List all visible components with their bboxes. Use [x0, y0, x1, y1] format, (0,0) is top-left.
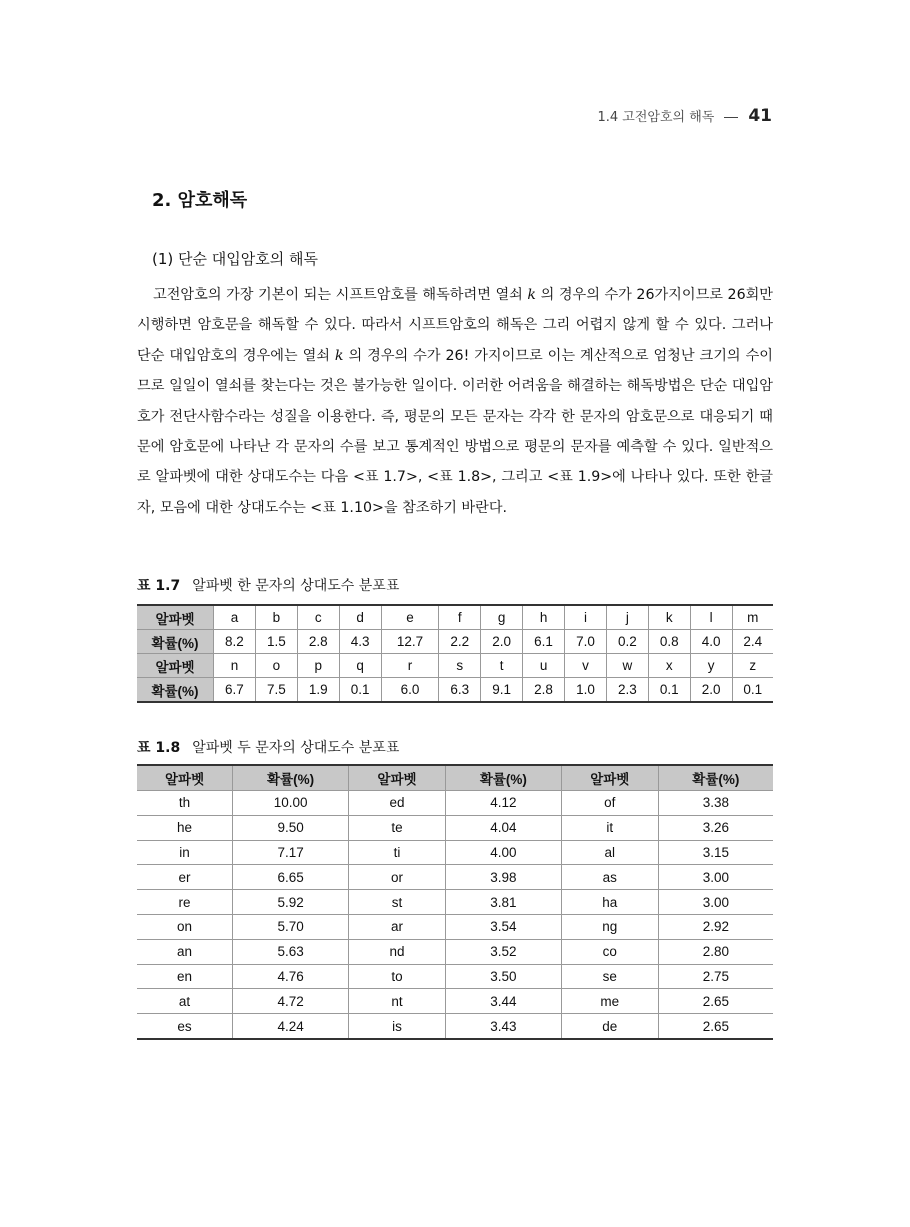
- table-1-7-letter-cell: r: [381, 654, 439, 678]
- probability-cell: 2.75: [658, 964, 773, 989]
- paragraph-text-3: 의 경우의 수가 26! 가지이므로 이는 계산적으로 엄청난 크기의 수이므로 일일이 열쇠를 찾는다는 것은 불가능한 일이다. 이러한 어려움을 해결하는 해독방법은 단순 대입암호가 전단사함수라는 성질을 이용한다. 즉, 평문의 모든 문자는 각각 한 문자의 암호문으로 대응되기 때문에 암호문에 나타난 각 문자의 수를 보고 통계적인 방법으로 평문의 문자를 예측할 수 있다. 일반적으로 알파벳에 대한 상대도수는 다음 <표 1.7>, <표 1.8>, 그리고 <표 1.9>에 나타나 있다. 또한 한글 자, 모음에 대한 상대도수는 <표 1.10>을 참조하기 바란다.: [137, 347, 773, 516]
- table-1-8-caption: [137, 737, 399, 757]
- table-1-7-letter-cell: s: [439, 654, 481, 678]
- bigram-cell: th: [137, 791, 233, 816]
- table-1-7-prob-cell: 2.0: [690, 678, 732, 703]
- table-1-7-prob-cell: 2.8: [523, 678, 565, 703]
- table-1-7-title: 알파벳 한 문자의 상대도수 분포표: [192, 578, 400, 594]
- probability-cell: 4.72: [233, 989, 349, 1014]
- bigram-cell: is: [349, 1014, 446, 1039]
- table-row: [137, 865, 773, 890]
- table-row: [137, 890, 773, 915]
- probability-cell: 4.04: [445, 815, 561, 840]
- table-1-7-letter-cell: b: [255, 605, 297, 630]
- table-1-7-letter-row: [137, 605, 773, 630]
- table-1-7-letter-cell: c: [297, 605, 339, 630]
- running-title: 1.4 고전암호의 해독: [597, 110, 715, 125]
- table-1-7-letter-cell: v: [565, 654, 607, 678]
- table-1-7-letter-cell: a: [214, 605, 256, 630]
- header-rule: [724, 117, 738, 118]
- bigram-cell: en: [137, 964, 233, 989]
- table-1-8-label: 표 1.8: [137, 740, 181, 756]
- bigram-cell: nd: [349, 939, 446, 964]
- table-1-7-letter-cell: n: [214, 654, 256, 678]
- probability-cell: 3.15: [658, 840, 773, 865]
- table-1-8-column-header: 알파벳: [137, 765, 233, 791]
- section-title: 2. 암호해독: [152, 190, 248, 211]
- table-row: [137, 914, 773, 939]
- bigram-cell: ed: [349, 791, 446, 816]
- table-1-8: [137, 764, 773, 1040]
- table-1-8-column-header: 확률(%): [658, 765, 773, 791]
- running-header: [597, 106, 772, 126]
- table-1-7-letter-cell: e: [381, 605, 439, 630]
- table-1-7-prob-cell: 2.8: [297, 630, 339, 654]
- table-1-7-letter-cell: f: [439, 605, 481, 630]
- bigram-cell: er: [137, 865, 233, 890]
- bigram-cell: se: [561, 964, 658, 989]
- probability-cell: 2.92: [658, 914, 773, 939]
- table-1-7-row-header: 확률(%): [137, 630, 214, 654]
- table-row: [137, 964, 773, 989]
- probability-cell: 3.50: [445, 964, 561, 989]
- table-1-7-prob-cell: 2.2: [439, 630, 481, 654]
- table-1-7-prob-cell: 0.1: [339, 678, 381, 703]
- table-1-7-prob-cell: 2.3: [606, 678, 648, 703]
- table-1-7-row-header: 알파벳: [137, 654, 214, 678]
- table-1-7-prob-cell: 6.1: [523, 630, 565, 654]
- probability-cell: 3.54: [445, 914, 561, 939]
- bigram-cell: an: [137, 939, 233, 964]
- bigram-cell: or: [349, 865, 446, 890]
- table-1-8-column-header: 확률(%): [233, 765, 349, 791]
- bigram-cell: te: [349, 815, 446, 840]
- table-1-7-prob-cell: 4.0: [690, 630, 732, 654]
- table-1-7-letter-cell: p: [297, 654, 339, 678]
- table-1-7-letter-cell: l: [690, 605, 732, 630]
- probability-cell: 3.00: [658, 865, 773, 890]
- probability-cell: 9.50: [233, 815, 349, 840]
- probability-cell: 5.92: [233, 890, 349, 915]
- bigram-cell: ha: [561, 890, 658, 915]
- table-1-7-letter-cell: g: [481, 605, 523, 630]
- table-1-7-letter-cell: z: [732, 654, 773, 678]
- table-1-7-prob-cell: 1.0: [565, 678, 607, 703]
- probability-cell: 7.17: [233, 840, 349, 865]
- probability-cell: 3.38: [658, 791, 773, 816]
- table-1-7-letter-row: [137, 654, 773, 678]
- table-1-7-prob-cell: 0.1: [648, 678, 690, 703]
- paragraph-text-2: 의 경우의 수가 26가지이므로 26회만 시행하면 암호문을 해독할 수 있다. 따라서 시프트암호의 해독은 그리 어렵지 않게 할 수 있다. 그러나 단순 대입암호의 경우에는 열쇠: [137, 287, 774, 364]
- table-1-7-letter-cell: y: [690, 654, 732, 678]
- table-1-7-prob-row: [137, 630, 773, 654]
- probability-cell: 3.81: [445, 890, 561, 915]
- probability-cell: 2.65: [658, 1014, 773, 1039]
- bigram-cell: re: [137, 890, 233, 915]
- table-row: [137, 1014, 773, 1039]
- table-1-8-column-header: 알파벳: [349, 765, 446, 791]
- probability-cell: 4.12: [445, 791, 561, 816]
- probability-cell: 3.26: [658, 815, 773, 840]
- table-1-7-prob-cell: 6.3: [439, 678, 481, 703]
- table-1-7-prob-cell: 6.0: [381, 678, 439, 703]
- probability-cell: 3.52: [445, 939, 561, 964]
- bigram-cell: de: [561, 1014, 658, 1039]
- bigram-cell: ng: [561, 914, 658, 939]
- table-row: [137, 939, 773, 964]
- bigram-cell: on: [137, 914, 233, 939]
- table-1-7-prob-cell: 1.9: [297, 678, 339, 703]
- table-1-7-letter-cell: k: [648, 605, 690, 630]
- probability-cell: 5.70: [233, 914, 349, 939]
- table-1-7-letter-cell: t: [481, 654, 523, 678]
- subsection-title: (1) 단순 대입암호의 해독: [152, 250, 318, 268]
- bigram-cell: es: [137, 1014, 233, 1039]
- table-1-7-row-header: 알파벳: [137, 605, 214, 630]
- body-paragraph: [137, 280, 773, 523]
- table-1-7-prob-cell: 4.3: [339, 630, 381, 654]
- bigram-cell: to: [349, 964, 446, 989]
- variable-k-1: k: [527, 287, 537, 303]
- probability-cell: 5.63: [233, 939, 349, 964]
- probability-cell: 4.24: [233, 1014, 349, 1039]
- bigram-cell: in: [137, 840, 233, 865]
- bigram-cell: ti: [349, 840, 446, 865]
- bigram-cell: it: [561, 815, 658, 840]
- table-1-7-label: 표 1.7: [137, 578, 181, 594]
- probability-cell: 3.44: [445, 989, 561, 1014]
- table-1-7: [137, 604, 773, 703]
- bigram-cell: he: [137, 815, 233, 840]
- table-row: [137, 840, 773, 865]
- table-1-7-letter-cell: j: [606, 605, 648, 630]
- paragraph-text-1: 고전암호의 가장 기본이 되는 시프트암호를 해독하려면 열쇠: [153, 287, 528, 303]
- table-1-7-prob-cell: 2.4: [732, 630, 773, 654]
- table-1-7-prob-cell: 12.7: [381, 630, 439, 654]
- table-1-7-prob-cell: 0.1: [732, 678, 773, 703]
- table-1-7-letter-cell: u: [523, 654, 565, 678]
- variable-k-2: k: [334, 347, 344, 364]
- table-1-7-prob-cell: 0.2: [606, 630, 648, 654]
- probability-cell: 4.76: [233, 964, 349, 989]
- table-1-7-letter-cell: m: [732, 605, 773, 630]
- probability-cell: 2.65: [658, 989, 773, 1014]
- probability-cell: 3.00: [658, 890, 773, 915]
- bigram-cell: st: [349, 890, 446, 915]
- table-1-8-title: 알파벳 두 문자의 상대도수 분포표: [192, 740, 400, 756]
- table-1-7-row-header: 확률(%): [137, 678, 214, 703]
- page-number: 41: [748, 106, 772, 126]
- table-1-8-column-header: 확률(%): [445, 765, 561, 791]
- table-row: [137, 989, 773, 1014]
- probability-cell: 3.98: [445, 865, 561, 890]
- table-1-7-letter-cell: d: [339, 605, 381, 630]
- table-1-7-prob-cell: 6.7: [214, 678, 256, 703]
- table-1-7-letter-cell: w: [606, 654, 648, 678]
- table-1-7-prob-cell: 0.8: [648, 630, 690, 654]
- bigram-cell: of: [561, 791, 658, 816]
- bigram-cell: co: [561, 939, 658, 964]
- probability-cell: 2.80: [658, 939, 773, 964]
- table-1-7-prob-cell: 7.0: [565, 630, 607, 654]
- table-1-7-caption: [137, 575, 399, 595]
- probability-cell: 6.65: [233, 865, 349, 890]
- probability-cell: 10.00: [233, 791, 349, 816]
- table-1-7-letter-cell: x: [648, 654, 690, 678]
- table-1-7-letter-cell: i: [565, 605, 607, 630]
- bigram-cell: ar: [349, 914, 446, 939]
- bigram-cell: at: [137, 989, 233, 1014]
- table-1-7-letter-cell: q: [339, 654, 381, 678]
- bigram-cell: as: [561, 865, 658, 890]
- table-1-7-prob-cell: 9.1: [481, 678, 523, 703]
- bigram-cell: nt: [349, 989, 446, 1014]
- table-1-7-prob-cell: 2.0: [481, 630, 523, 654]
- table-1-7-prob-cell: 7.5: [255, 678, 297, 703]
- table-1-7-prob-cell: 8.2: [214, 630, 256, 654]
- bigram-cell: me: [561, 989, 658, 1014]
- table-1-7-prob-cell: 1.5: [255, 630, 297, 654]
- table-row: [137, 815, 773, 840]
- table-row: [137, 791, 773, 816]
- bigram-cell: al: [561, 840, 658, 865]
- probability-cell: 4.00: [445, 840, 561, 865]
- table-1-7-letter-cell: h: [523, 605, 565, 630]
- probability-cell: 3.43: [445, 1014, 561, 1039]
- table-1-8-column-header: 알파벳: [561, 765, 658, 791]
- table-1-7-letter-cell: o: [255, 654, 297, 678]
- table-1-7-prob-row: [137, 678, 773, 703]
